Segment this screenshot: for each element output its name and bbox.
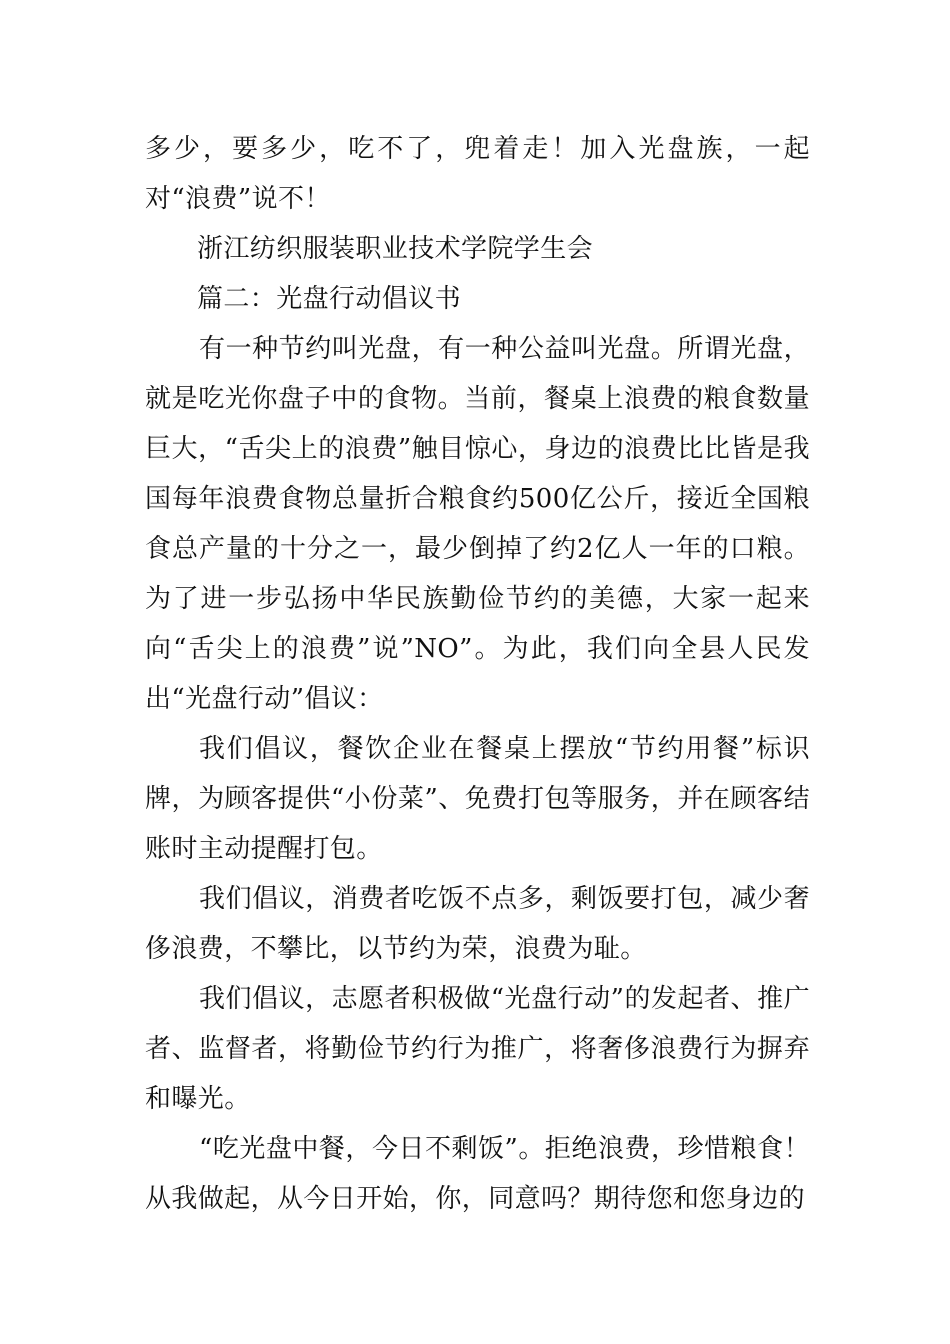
paragraph-intro: 有一种节约叫光盘，有一种公益叫光盘。所谓光盘，就是吃光你盘子中的食物。当前，餐桌上浪费的粮食数量巨大，“舌尖上的浪费”触目惊心，身边的浪费比比皆是我国每年浪费食物总量折合粮食约500亿公斤，接近全国粮食总产量的十分之一，最少倒掉了约2亿人一年的口粮。为了进一步弘扬中华民族勤俭节约的美德，大家一起来向“舌尖上的浪费”说”NO”。为此，我们向全县人民发出“光盘行动”倡议： bbox=[145, 334, 810, 714]
paragraph-closing-slogan: 多少，要多少，吃不了，兜着走！加入光盘族，一起对“浪费”说不！ bbox=[145, 134, 810, 214]
paragraph-proposal-restaurants: 我们倡议，餐饮企业在餐桌上摆放“节约用餐”标识牌，为顾客提供“小份菜”、免费打包等服务，并在顾客结账时主动提醒打包。 bbox=[145, 734, 810, 864]
paragraph-signature: 浙江纺织服装职业技术学院学生会 bbox=[197, 234, 594, 264]
paragraph-proposal-volunteers: 我们倡议，志愿者积极做“光盘行动”的发起者、推广者、监督者，将勤俭节约行为推广，将奢侈浪费行为摒弃和曝光。 bbox=[145, 984, 810, 1114]
paragraph-proposal-consumers: 我们倡议，消费者吃饭不点多，剩饭要打包，减少奢侈浪费，不攀比，以节约为荣，浪费为耻。 bbox=[145, 884, 810, 964]
document-body bbox=[145, 124, 810, 1224]
section-heading: 篇二：光盘行动倡议书 bbox=[197, 284, 462, 314]
paragraph-call-to-action: “吃光盘中餐，今日不剩饭”。拒绝浪费，珍惜粮食！从我做起，从今日开始，你，同意吗？期待您和您身边的 bbox=[145, 1134, 810, 1214]
